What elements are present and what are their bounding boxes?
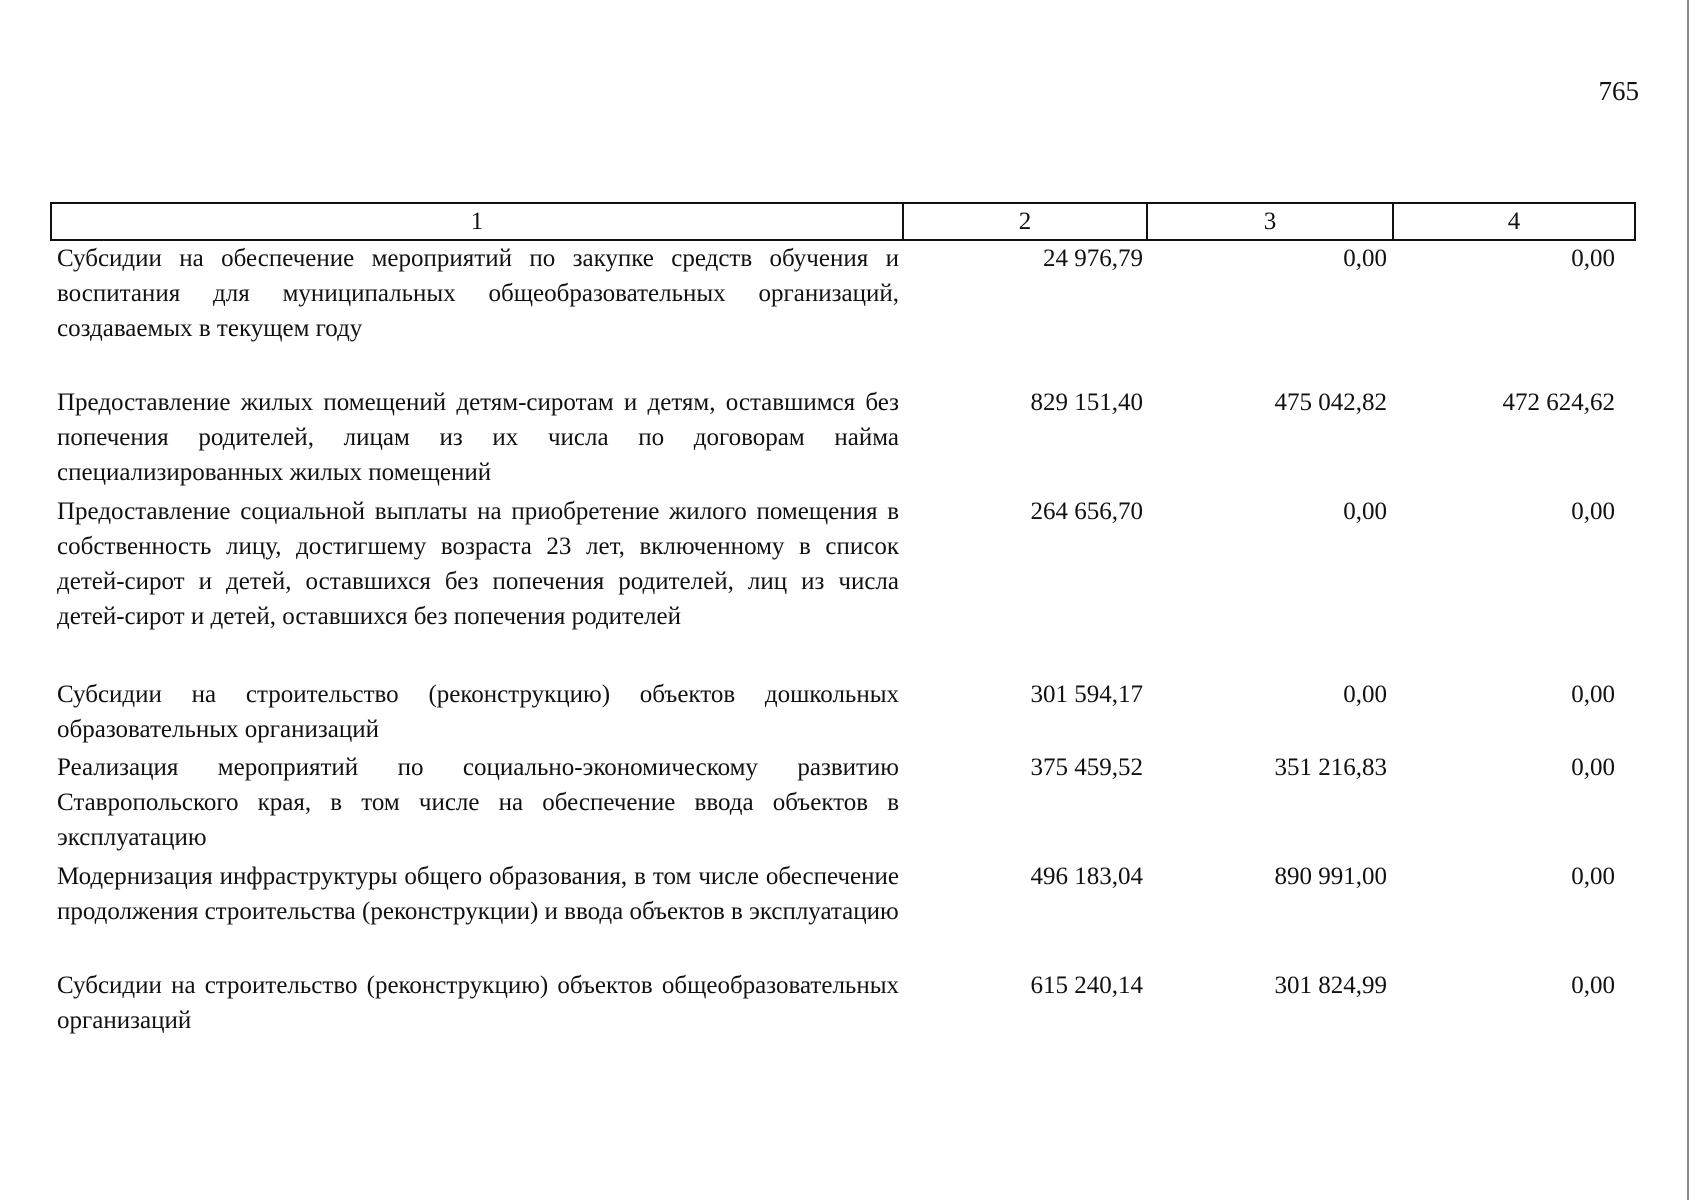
row-description: Субсидии на строительство (реконструкцию) объектов общеобразовательных организаций [57, 972, 899, 1034]
table-row [51, 750, 1635, 859]
row-value-col2: 375 459,52 [1030, 754, 1143, 781]
column-number-header-row [51, 203, 1635, 240]
row-value-col2: 829 151,40 [1030, 389, 1143, 416]
row-value-col4: 0,00 [1571, 972, 1615, 999]
row-value-col3: 351 216,83 [1274, 754, 1387, 781]
row-value-col2: 301 594,17 [1030, 681, 1143, 708]
row-value-col4: 0,00 [1571, 863, 1615, 890]
table-row [51, 968, 1635, 1041]
table-row [51, 859, 1635, 968]
table-row [51, 494, 1635, 677]
row-description: Предоставление жилых помещений детям-сиротам и детям, оставшимся без попечения родителей, лицам из их числа по договорам найма специализированных жилых помещений [57, 389, 899, 486]
row-description: Реализация мероприятий по социально-экономическому развитию Ставропольского края, в том числе на обеспечение ввода объектов в эксплуатацию [57, 754, 899, 851]
table-row [51, 385, 1635, 494]
row-description: Модернизация инфраструктуры общего образования, в том числе обеспечение продолжения строительства (реконструкции) и ввода объектов в эксплуатацию [57, 863, 899, 925]
row-value-col3: 475 042,82 [1274, 389, 1387, 416]
column-number-1: 1 [51, 203, 903, 240]
row-description: Субсидии на обеспечение мероприятий по закупке средств обучения и воспитания для муниципальных общеобразовательных организаций, создаваемых в текущем году [57, 245, 899, 342]
column-number-4: 4 [1393, 203, 1635, 240]
row-value-col3: 0,00 [1343, 498, 1387, 525]
table-row [51, 677, 1635, 750]
row-value-col3: 0,00 [1343, 681, 1387, 708]
row-value-col4: 0,00 [1571, 498, 1615, 525]
page-number: 765 [1598, 76, 1639, 106]
row-value-col3: 0,00 [1343, 245, 1387, 272]
row-description: Субсидии на строительство (реконструкцию) объектов дошкольных образовательных организаций [57, 681, 899, 743]
row-value-col2: 496 183,04 [1030, 863, 1143, 890]
budget-table [50, 202, 1636, 1041]
row-value-col3: 301 824,99 [1274, 972, 1387, 999]
row-value-col3: 890 991,00 [1274, 863, 1387, 890]
row-value-col2: 615 240,14 [1030, 972, 1143, 999]
row-value-col2: 24 976,79 [1043, 245, 1143, 272]
row-value-col4: 0,00 [1571, 681, 1615, 708]
table-row [51, 240, 1635, 385]
row-value-col4: 0,00 [1571, 245, 1615, 272]
column-number-3: 3 [1147, 203, 1393, 240]
row-value-col4: 472 624,62 [1502, 389, 1615, 416]
row-value-col2: 264 656,70 [1030, 498, 1143, 525]
row-description: Предоставление социальной выплаты на приобретение жилого помещения в собственность лицу, достигшему возраста 23 лет, включенному в список детей-сирот и детей, оставшихся без попечения родителей, лиц из числа детей-сирот и детей, оставшихся без попечения родителей [57, 498, 899, 630]
scan-edge-line [1687, 0, 1689, 1200]
column-number-2: 2 [903, 203, 1147, 240]
row-value-col4: 0,00 [1571, 754, 1615, 781]
